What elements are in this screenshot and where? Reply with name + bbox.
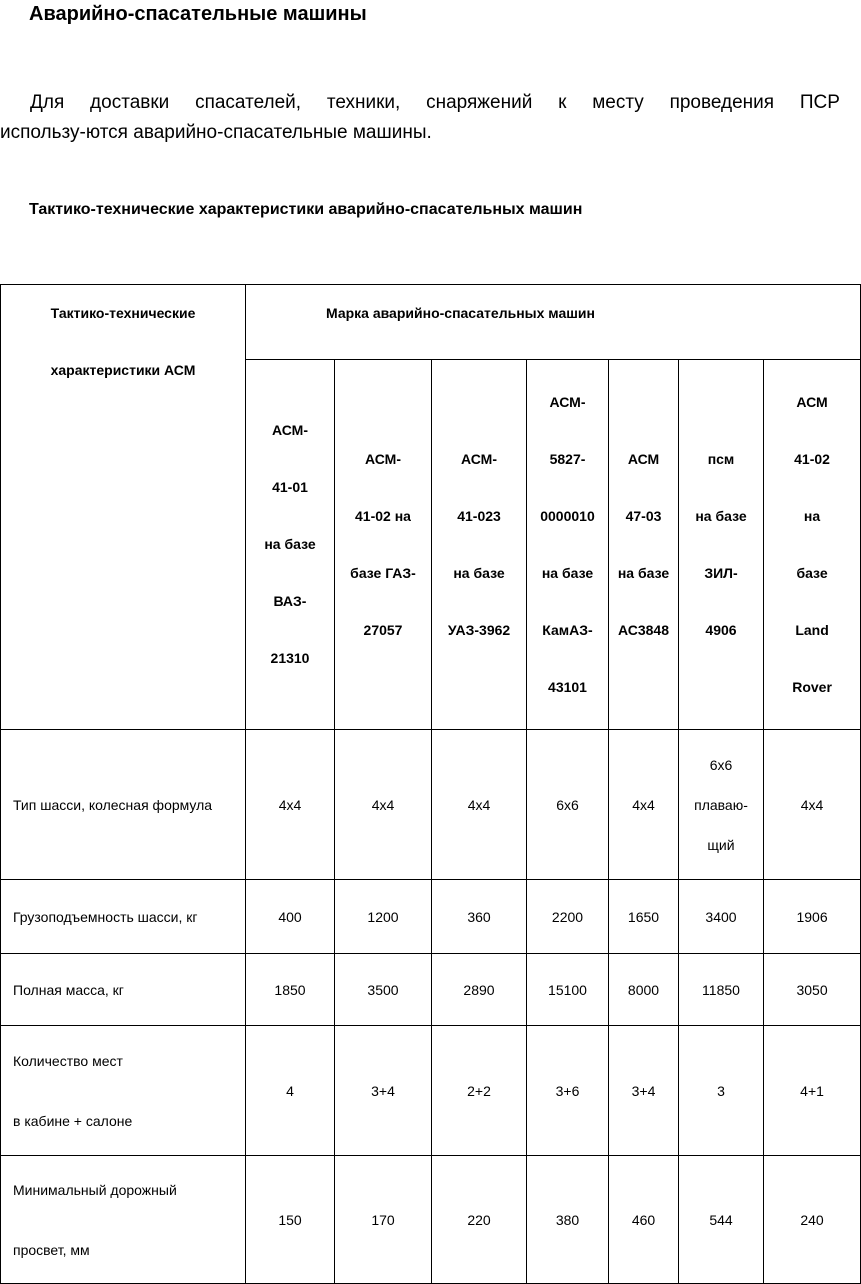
row-label-line: Полная масса, кг (13, 981, 124, 998)
value-line: 220 (467, 1211, 491, 1228)
value-cell (609, 880, 679, 954)
value-cell (609, 730, 679, 880)
value-cell (527, 730, 609, 880)
brand-line: КамАЗ- (542, 621, 593, 638)
brand-line: 41-02 (794, 450, 830, 467)
value-cell (335, 1156, 432, 1284)
value-line: 4х4 (278, 796, 302, 813)
page-title: Аварийно-спасательные машины (29, 3, 367, 25)
value-line: 3400 (705, 908, 737, 925)
value-cell (764, 1026, 861, 1156)
value-cell (335, 730, 432, 880)
word: месту (592, 92, 644, 113)
word: ПСР (799, 92, 840, 113)
brand-line: на базе (541, 564, 594, 581)
value-line: 15100 (548, 981, 587, 998)
row-label-cell (1, 730, 246, 880)
value-line: 4х4 (800, 796, 824, 813)
value-cell (679, 1026, 764, 1156)
value-line: 1906 (796, 908, 828, 925)
value-line: 4х4 (632, 796, 655, 813)
value-line: 544 (709, 1211, 733, 1228)
table-row (1, 1156, 861, 1284)
value-line: 3+4 (631, 1082, 656, 1099)
intro-paragraph (0, 88, 840, 148)
brand-line: 43101 (548, 678, 587, 695)
brand-line: 0000010 (540, 507, 595, 524)
brand-line: на базе (617, 564, 670, 581)
row-label-cell (1, 954, 246, 1026)
brand-line: 4906 (705, 621, 737, 638)
brand-header-cell (764, 360, 861, 730)
brand-line: базе ГАЗ- (350, 564, 416, 581)
value-line: 150 (278, 1211, 302, 1228)
value-cell (246, 1156, 335, 1284)
row-label-line: в кабине + салоне (13, 1112, 133, 1129)
word: снаряжений (426, 92, 533, 113)
value-cell (679, 1156, 764, 1284)
value-cell (432, 1026, 527, 1156)
value-line: 380 (555, 1211, 580, 1228)
brand-line: Rover (792, 678, 832, 695)
value-line: щий (707, 836, 735, 853)
brand-line: на базе (453, 564, 505, 581)
brand-line: АСМ (627, 450, 660, 467)
brand-line: 41-02 на (355, 507, 411, 524)
value-line: 1650 (627, 908, 660, 925)
word: проведения (669, 92, 775, 113)
paragraph-line-2: использу-ются аварийно-спасательные машины. (0, 122, 432, 143)
value-cell (246, 730, 335, 880)
brand-line: АС3848 (617, 621, 670, 638)
table-container (0, 284, 832, 1260)
value-line: 3050 (796, 981, 828, 998)
value-cell (335, 1026, 432, 1156)
brand-line: на базе (264, 536, 316, 552)
word: Для (30, 92, 65, 113)
value-cell (246, 1026, 335, 1156)
corner-header-cell (1, 285, 246, 730)
value-line: 4х4 (371, 796, 395, 813)
brand-line: 41-023 (457, 507, 501, 524)
value-cell (609, 1156, 679, 1284)
row-label-cell (1, 1026, 246, 1156)
brand-line: на (803, 507, 821, 524)
table-row (1, 1026, 861, 1156)
value-cell (527, 1026, 609, 1156)
brand-line: 27057 (363, 621, 403, 638)
value-line: 3 (717, 1082, 725, 1099)
value-line: 8000 (627, 981, 660, 998)
row-label-cell (1, 1156, 246, 1284)
value-line: плаваю- (694, 796, 748, 813)
brand-line: базе (796, 564, 828, 581)
value-line: 3+4 (371, 1082, 395, 1099)
row-label-line: просвет, мм (13, 1241, 90, 1258)
corner-header-line: Тактико-технические (50, 305, 196, 321)
value-line: 400 (278, 908, 302, 925)
value-line: 4х4 (467, 796, 491, 813)
brand-header-cell (246, 360, 335, 730)
table-body (1, 730, 861, 1284)
value-line: 2+2 (467, 1082, 491, 1099)
word: техники, (326, 92, 401, 113)
brand-line: ВАЗ- (273, 593, 307, 609)
value-cell (764, 954, 861, 1026)
brand-line: на базе (695, 507, 747, 524)
value-cell (432, 730, 527, 880)
table-row (1, 730, 861, 880)
brand-header-cell (335, 360, 432, 730)
brand-header-cell (609, 360, 679, 730)
value-cell (679, 954, 764, 1026)
table-title: Тактико-технические характеристики аварийно-спасательных машин (29, 201, 583, 218)
brand-line: АСМ- (460, 450, 497, 467)
brand-line: Land (795, 621, 829, 638)
brand-line: псм (707, 450, 735, 467)
corner-header-line: характеристики АСМ (50, 362, 196, 378)
brand-header-cell (432, 360, 527, 730)
value-cell (609, 954, 679, 1026)
word: доставки (90, 92, 170, 113)
value-cell (764, 1156, 861, 1284)
word: к (558, 92, 567, 113)
value-line: 4 (286, 1082, 294, 1099)
value-cell (432, 954, 527, 1026)
value-cell (527, 954, 609, 1026)
row-label-line: Минимальный дорожный (13, 1181, 177, 1198)
brand-line: 5827- (549, 450, 586, 467)
value-line: 1850 (274, 981, 306, 998)
row-label-line: Тип шасси, колесная формула (13, 796, 213, 813)
brand-header-cell (679, 360, 764, 730)
brand-line: АСМ (796, 393, 828, 410)
value-line: 3500 (367, 981, 399, 998)
value-cell (679, 880, 764, 954)
brand-line: 41-01 (272, 479, 308, 495)
value-line: 3+6 (555, 1082, 580, 1099)
brand-line: АСМ- (271, 422, 308, 438)
value-cell (335, 880, 432, 954)
value-cell (246, 880, 335, 954)
brand-header-cell (527, 360, 609, 730)
value-cell (527, 880, 609, 954)
value-cell (432, 1156, 527, 1284)
value-line: 360 (467, 908, 491, 925)
value-cell (764, 730, 861, 880)
value-line: 2200 (551, 908, 584, 925)
value-line: 240 (800, 1211, 824, 1228)
value-line: 1200 (367, 908, 399, 925)
brand-line: АСМ- (549, 393, 586, 410)
value-line: 4+1 (800, 1082, 824, 1099)
brand-line: ЗИЛ- (704, 564, 738, 581)
table-row (1, 880, 861, 954)
value-cell (335, 954, 432, 1026)
row-label-line: Количество мест (13, 1052, 123, 1069)
value-line: 6х6 (556, 796, 579, 813)
value-cell (609, 1026, 679, 1156)
group-header-cell (246, 285, 861, 360)
paragraph-line-1 (0, 88, 840, 118)
specs-table (0, 284, 861, 1284)
value-cell (246, 954, 335, 1026)
brand-line: УАЗ-3962 (447, 621, 511, 638)
word: спасателей, (195, 92, 302, 113)
value-cell (679, 730, 764, 880)
row-label-cell (1, 880, 246, 954)
row-label-line: Грузоподъемность шасси, кг (13, 908, 198, 925)
group-header-label: Марка аварийно-спасательных машин (326, 305, 595, 321)
brand-line: 47-03 (625, 507, 662, 524)
value-cell (527, 1156, 609, 1284)
value-cell (432, 880, 527, 954)
brand-line: 21310 (270, 650, 310, 666)
value-cell (764, 880, 861, 954)
table-row (1, 954, 861, 1026)
value-line: 11850 (702, 981, 740, 998)
value-line: 2890 (463, 981, 495, 998)
value-line: 460 (631, 1211, 656, 1228)
brand-line: АСМ- (364, 450, 401, 467)
value-line: 6х6 (709, 756, 733, 773)
value-line: 170 (371, 1211, 395, 1228)
